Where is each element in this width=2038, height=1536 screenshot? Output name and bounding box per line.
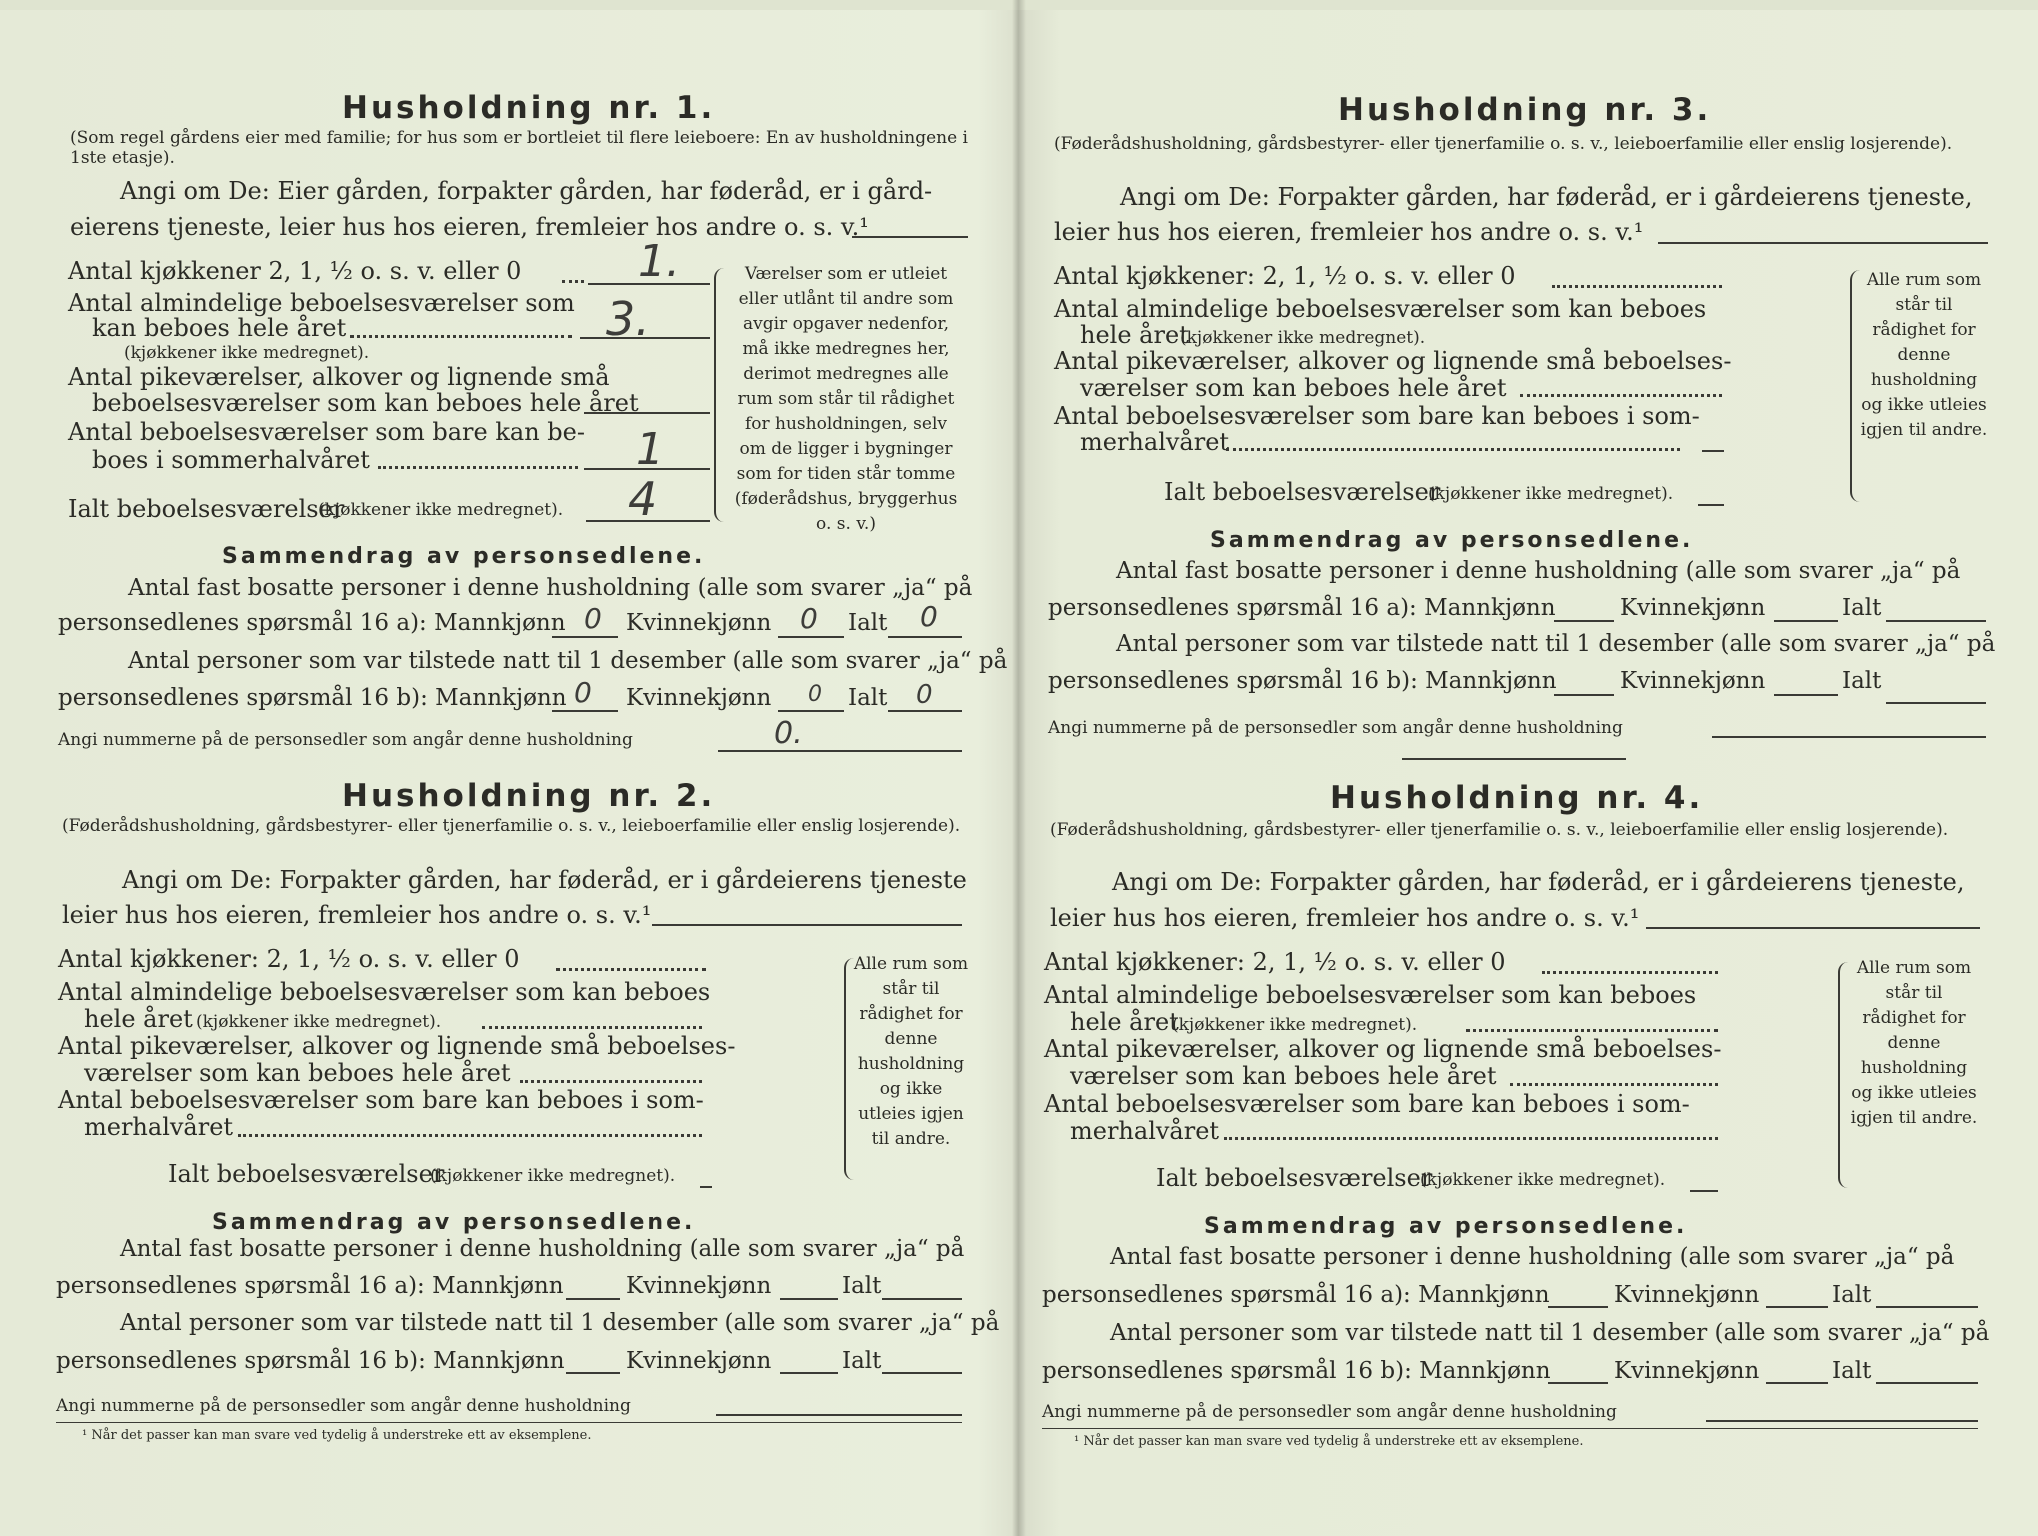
h1-num-value: 0. [774, 716, 803, 751]
h1-angi-line2: eierens tjeneste, leier hus hos eieren, fremleier hos andre o. s. v.¹ [70, 213, 869, 241]
h1-p1-mann-value: 0 [584, 602, 602, 635]
h2-ialt-line[interactable] [700, 1186, 712, 1188]
h4-pike-dots [1510, 1083, 1718, 1086]
h2-p2-mann-line[interactable] [566, 1372, 620, 1374]
h4-som-label1: Antal beboelsesværelser som bare kan beboes i som- [1044, 1090, 1690, 1118]
h1-kjokken-value: 1. [638, 236, 680, 287]
h4-ialt-label: Ialt beboelsesværelser [1156, 1164, 1433, 1192]
h1-num-line[interactable] [718, 750, 962, 752]
h2-kjokken-label: Antal kjøkkener: 2, 1, ½ o. s. v. eller 0 [58, 945, 520, 973]
h1-p1-line2: personsedlenes spørsmål 16 a): Mannkjønn [58, 610, 566, 636]
h2-p1-kvinne-label: Kvinnekjønn [626, 1273, 772, 1299]
h3-p2-kvinne-line[interactable] [1774, 694, 1838, 696]
h2-p1-line1: Antal fast bosatte personer i denne husholdning (alle som svarer „ja“ på [120, 1236, 965, 1262]
h2-pike-dots [520, 1080, 702, 1083]
h2-alm-label1: Antal almindelige beboelsesværelser som kan beboes [58, 978, 711, 1006]
h1-ialt-note: (kjøkkener ikke medregnet). [318, 500, 564, 520]
h1-p2-mann-value: 0 [574, 676, 592, 709]
h1-brace [714, 268, 726, 522]
h2-ialt-note: (kjøkkener ikke medregnet). [430, 1166, 676, 1186]
h3-som-line[interactable] [1702, 450, 1724, 452]
h2-p2-line2: personsedlenes spørsmål 16 b): Mannkjønn [56, 1348, 565, 1374]
h2-alm-note: (kjøkkener ikke medregnet). [196, 1012, 442, 1032]
h3-side-note: Alle rum som står til rådighet for denne husholdning og ikke utleies igjen til andre. [1860, 270, 1988, 440]
h1-p2-ialt-line[interactable] [888, 710, 962, 712]
h1-kjokken-label: Antal kjøkkener 2, 1, ½ o. s. v. eller 0 [68, 257, 522, 285]
h4-alm-label1: Antal almindelige beboelsesværelser som kan beboes [1044, 981, 1697, 1009]
h1-p1-ialt-line[interactable] [888, 636, 962, 638]
h1-p1-kvinne-label: Kvinnekjønn [626, 610, 772, 636]
h4-kjokken-label: Antal kjøkkener: 2, 1, ½ o. s. v. eller 0 [1044, 948, 1506, 976]
h4-alm-dots [1466, 1029, 1718, 1032]
h2-som-label1: Antal beboelsesværelser som bare kan beboes i som- [58, 1086, 704, 1114]
h2-pike-label1: Antal pikeværelser, alkover og lignende små beboelses- [58, 1032, 736, 1060]
h1-som-label1: Antal beboelsesværelser som bare kan be- [68, 418, 585, 446]
h3-ialt-note: (kjøkkener ikke medregnet). [1428, 484, 1674, 504]
h2-som-label2: merhalvåret [84, 1113, 234, 1141]
h1-som-label2: boes i sommerhalvåret [92, 446, 370, 474]
h1-alm-label2: kan beboes hele året [92, 314, 347, 342]
h2-p1-ialt-label: Ialt [842, 1273, 882, 1299]
h4-p2-ialt-label: Ialt [1832, 1358, 1872, 1384]
h4-p2-mann-line[interactable] [1548, 1382, 1608, 1384]
h1-p1-kvinne-value: 0 [800, 602, 818, 635]
h3-num-label: Angi nummerne på de personsedler som angår denne husholdning [1048, 718, 1623, 738]
page-fold [1012, 0, 1026, 1536]
h3-p2-line1: Antal personer som var tilstede natt til 1 desember (alle som svarer „ja“ på [1116, 631, 1996, 657]
h1-p1-kvinne-line[interactable] [778, 636, 844, 638]
h4-subtitle: (Føderådshusholdning, gårdsbestyrer- eller tjenerfamilie o. s. v., leieboerfamilie eller enslig losjerende). [1050, 820, 1949, 840]
h1-kjokken-dots [562, 280, 584, 283]
h1-p2-ialt-label: Ialt [848, 685, 888, 711]
h2-p1-mann-line[interactable] [566, 1298, 620, 1300]
h3-angi-answer-line[interactable] [1658, 242, 1988, 244]
left-footnote-rule [56, 1422, 962, 1423]
h3-kjokken-label: Antal kjøkkener: 2, 1, ½ o. s. v. eller 0 [1054, 262, 1516, 290]
h3-alm-label1: Antal almindelige beboelsesværelser som kan beboes [1054, 295, 1707, 323]
h2-alm-label2: hele året [84, 1005, 193, 1033]
right-page [1030, 0, 2030, 1536]
h1-alm-value: 3. [606, 292, 650, 346]
h3-som-label1: Antal beboelsesværelser som bare kan beboes i som- [1054, 402, 1700, 430]
h1-ialt-value: 4 [628, 472, 658, 526]
h1-pike-line[interactable] [584, 412, 710, 414]
h4-ialt-line[interactable] [1690, 1190, 1718, 1192]
h4-title: Husholdning nr. 4. [1330, 780, 1704, 816]
h3-num-line[interactable] [1712, 736, 1986, 738]
h4-alm-label2: hele året [1070, 1008, 1179, 1036]
h3-p2-line2: personsedlenes spørsmål 16 b): Mannkjønn [1048, 668, 1557, 694]
h4-num-label: Angi nummerne på de personsedler som angår denne husholdning [1042, 1402, 1617, 1422]
h4-p1-kvinne-label: Kvinnekjønn [1614, 1282, 1760, 1308]
h3-pike-label1: Antal pikeværelser, alkover og lignende små beboelses- [1054, 347, 1732, 375]
h4-side-note: Alle rum som står til rådighet for denne husholdning og ikke utleies igjen til andre. [1850, 958, 1978, 1128]
right-footnote: ¹ Når det passer kan man svare ved tydelig å understreke ett av eksemplene. [1074, 1434, 1584, 1449]
left-page [0, 0, 1008, 1536]
h2-p2-line1: Antal personer som var tilstede natt til 1 desember (alle som svarer „ja“ på [120, 1310, 1000, 1336]
h1-alm-label1: Antal almindelige beboelsesværelser som [68, 289, 575, 317]
h2-p1-kvinne-line[interactable] [780, 1298, 838, 1300]
h1-side-note: Værelser som er utleiet eller utlånt til andre som avgir opgaver nedenfor, må ikke medregnes her, derimot medregnes alle rum som står til rådighet for husholdningen, selv om de ligger i bygninger som for tiden står tomme (føderådshus, bryggerhus o. s. v.) [734, 264, 958, 534]
h3-p2-mann-line[interactable] [1554, 694, 1614, 696]
h4-num-line[interactable] [1706, 1420, 1978, 1422]
h3-p2-ialt-line[interactable] [1886, 702, 1986, 704]
h2-kjokken-dots [556, 968, 706, 971]
h2-ialt-label: Ialt beboelsesværelser [168, 1160, 445, 1188]
h2-subtitle: (Føderådshusholdning, gårdsbestyrer- eller tjenerfamilie o. s. v., leieboerfamilie eller enslig losjerende). [62, 816, 961, 836]
h3-separator [1402, 758, 1626, 760]
h1-pike-label2: beboelsesværelser som kan beboes hele året [92, 389, 639, 417]
h3-som-dots [1226, 448, 1680, 451]
h1-som-value: 1 [636, 424, 664, 475]
h2-p2-ialt-label: Ialt [842, 1348, 882, 1374]
h3-pike-label2: værelser som kan beboes hele året [1080, 374, 1507, 402]
h2-num-line[interactable] [716, 1414, 962, 1416]
h3-p2-kvinne-label: Kvinnekjønn [1620, 668, 1766, 694]
h2-alm-dots [482, 1026, 702, 1029]
h1-p2-kvinne-line[interactable] [778, 710, 844, 712]
h3-angi-line1: Angi om De: Forpakter gården, har føderåd, er i gårdeierens tjeneste, [1120, 183, 1973, 211]
h3-ialt-line[interactable] [1698, 504, 1724, 506]
h4-angi-line1: Angi om De: Forpakter gården, har føderåd, er i gårdeierens tjeneste, [1112, 868, 1965, 896]
h2-p2-ialt-line[interactable] [882, 1372, 962, 1374]
h3-p1-line2: personsedlenes spørsmål 16 a): Mannkjønn [1048, 595, 1556, 621]
h4-angi-answer-line[interactable] [1646, 927, 1980, 929]
h3-som-label2: merhalvåret [1080, 428, 1230, 456]
h2-p2-kvinne-line[interactable] [780, 1372, 838, 1374]
h3-p1-kvinne-label: Kvinnekjønn [1620, 595, 1766, 621]
h2-title: Husholdning nr. 2. [342, 778, 716, 814]
h4-p2-line2: personsedlenes spørsmål 16 b): Mannkjønn [1042, 1358, 1551, 1384]
h4-p1-ialt-label: Ialt [1832, 1282, 1872, 1308]
h3-p2-ialt-label: Ialt [1842, 668, 1882, 694]
h4-summary-title: Sammendrag av personsedlene. [1204, 1214, 1688, 1239]
h3-summary-title: Sammendrag av personsedlene. [1210, 528, 1694, 553]
h1-angi-answer-line[interactable] [852, 236, 968, 238]
h4-p1-line2: personsedlenes spørsmål 16 a): Mannkjønn [1042, 1282, 1550, 1308]
h2-p1-line2: personsedlenes spørsmål 16 a): Mannkjønn [56, 1273, 564, 1299]
h3-subtitle: (Føderådshusholdning, gårdsbestyrer- eller tjenerfamilie o. s. v., leieboerfamilie eller enslig losjerende). [1054, 134, 1953, 154]
h1-som-dots [378, 466, 578, 469]
h4-p1-ialt-line[interactable] [1876, 1306, 1978, 1308]
h2-side-note: Alle rum som står til rådighet for denne husholdning og ikke utleies igjen til andre. [853, 954, 969, 1149]
h2-pike-label2: værelser som kan beboes hele året [84, 1059, 511, 1087]
h2-angi-answer-line[interactable] [652, 924, 962, 926]
h1-ialt-label: Ialt beboelsesværelser [68, 495, 345, 523]
h3-p1-ialt-label: Ialt [1842, 595, 1882, 621]
h1-p2-line1: Antal personer som var tilstede natt til 1 desember (alle som svarer „ja“ på [128, 648, 1008, 674]
h1-subtitle: (Som regel gårdens eier med familie; for hus som er bortleiet til flere leieboere: En av husholdningene i 1ste etasje). [70, 128, 968, 168]
h3-p1-kvinne-line[interactable] [1774, 620, 1838, 622]
h2-angi-line2: leier hus hos eieren, fremleier hos andre o. s. v.¹ [62, 901, 652, 929]
h1-p2-kvinne-label: Kvinnekjønn [626, 685, 772, 711]
h2-p1-ialt-line[interactable] [882, 1298, 962, 1300]
h3-title: Husholdning nr. 3. [1338, 92, 1712, 128]
h3-pike-dots [1520, 394, 1722, 397]
h1-summary-title: Sammendrag av personsedlene. [222, 544, 706, 569]
h4-ialt-note: (kjøkkener ikke medregnet). [1420, 1170, 1666, 1190]
h4-angi-line2: leier hus hos eieren, fremleier hos andre o. s. v.¹ [1050, 904, 1640, 932]
h4-p1-mann-line[interactable] [1548, 1306, 1608, 1308]
h4-p1-kvinne-line[interactable] [1766, 1306, 1828, 1308]
h1-angi-line1: Angi om De: Eier gården, forpakter gården, har føderåd, er i gård- [120, 177, 933, 205]
h1-title: Husholdning nr. 1. [342, 90, 716, 126]
h3-alm-label2: hele året [1080, 321, 1189, 349]
h4-pike-label2: værelser som kan beboes hele året [1070, 1062, 1497, 1090]
h1-p2-ialt-value: 0 [916, 680, 933, 710]
h3-ialt-label: Ialt beboelsesværelser [1164, 478, 1441, 506]
h1-p1-line1: Antal fast bosatte personer i denne husholdning (alle som svarer „ja“ på [128, 575, 973, 601]
h1-alm-dots [350, 335, 572, 338]
h3-alm-note: (kjøkkener ikke medregnet). [1180, 328, 1426, 348]
h2-summary-title: Sammendrag av personsedlene. [212, 1210, 696, 1235]
h4-p1-line1: Antal fast bosatte personer i denne husholdning (alle som svarer „ja“ på [1110, 1244, 1955, 1270]
h4-pike-label1: Antal pikeværelser, alkover og lignende små beboelses- [1044, 1035, 1722, 1063]
h3-angi-line2: leier hus hos eieren, fremleier hos andre o. s. v.¹ [1054, 218, 1644, 246]
h2-som-dots [238, 1134, 702, 1137]
h3-kjokken-dots [1552, 285, 1722, 288]
h1-p2-line2: personsedlenes spørsmål 16 b): Mannkjønn [58, 685, 567, 711]
h2-angi-line1: Angi om De: Forpakter gården, har føderåd, er i gårdeierens tjeneste [122, 866, 967, 894]
h2-num-label: Angi nummerne på de personsedler som angår denne husholdning [56, 1396, 631, 1416]
h1-p2-kvinne-value: 0 [808, 682, 822, 707]
h4-p2-kvinne-line[interactable] [1766, 1382, 1828, 1384]
h3-p1-ialt-line[interactable] [1886, 620, 1986, 622]
h1-pike-label1: Antal pikeværelser, alkover og lignende små [68, 363, 610, 391]
h1-p2-mann-line[interactable] [552, 710, 618, 712]
h3-p1-line1: Antal fast bosatte personer i denne husholdning (alle som svarer „ja“ på [1116, 558, 1961, 584]
h4-alm-note: (kjøkkener ikke medregnet). [1172, 1015, 1418, 1035]
h1-alm-note: (kjøkkener ikke medregnet). [124, 343, 370, 363]
h4-som-label2: merhalvåret [1070, 1117, 1220, 1145]
h4-p2-ialt-line[interactable] [1876, 1382, 1978, 1384]
h4-kjokken-dots [1542, 971, 1718, 974]
h1-p1-ialt-value: 0 [920, 600, 938, 633]
h4-p2-line1: Antal personer som var tilstede natt til 1 desember (alle som svarer „ja“ på [1110, 1320, 1990, 1346]
h1-p1-ialt-label: Ialt [848, 610, 888, 636]
left-footnote: ¹ Når det passer kan man svare ved tydelig å understreke ett av eksemplene. [82, 1428, 592, 1443]
right-footnote-rule [1042, 1428, 1978, 1429]
h4-p2-kvinne-label: Kvinnekjønn [1614, 1358, 1760, 1384]
h3-p1-mann-line[interactable] [1554, 620, 1614, 622]
h4-som-dots [1224, 1137, 1718, 1140]
h2-p2-kvinne-label: Kvinnekjønn [626, 1348, 772, 1374]
h1-num-label: Angi nummerne på de personsedler som angår denne husholdning [58, 730, 633, 750]
h1-p1-mann-line[interactable] [552, 636, 618, 638]
